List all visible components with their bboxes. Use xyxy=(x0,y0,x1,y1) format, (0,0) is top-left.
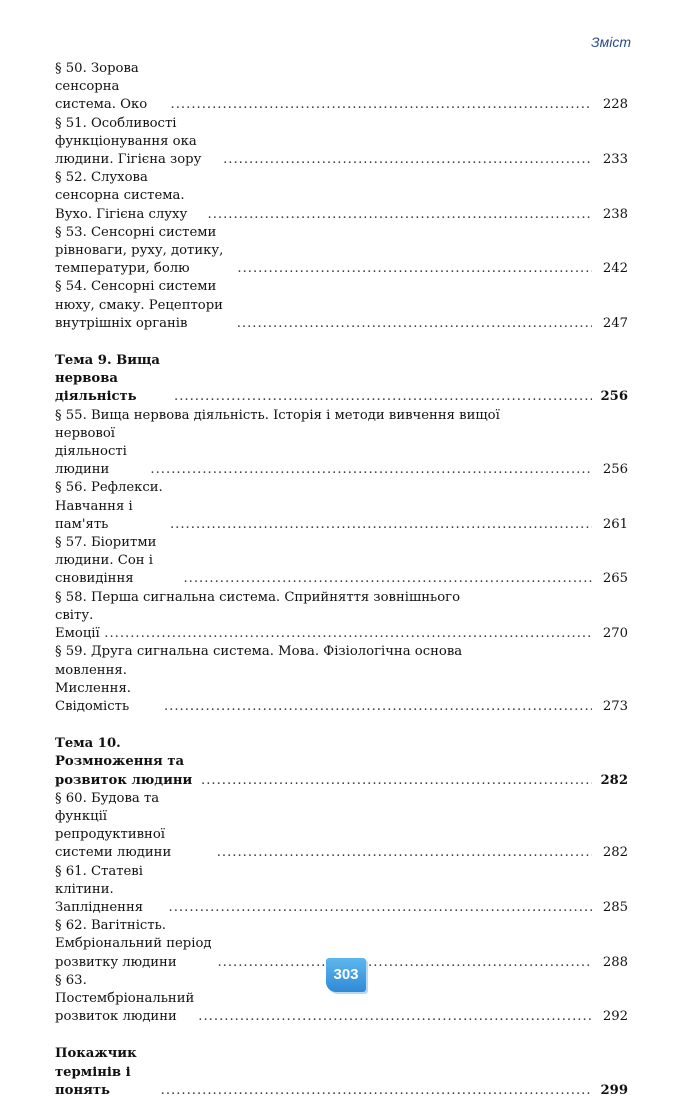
toc-entry-title: Тема 9. Вища нервова діяльність xyxy=(55,353,160,405)
toc-entry-title: § 50. Зорова сенсорна система. Око xyxy=(55,61,148,113)
toc-page-number: 282 xyxy=(600,772,628,788)
toc-entry-title: § 55. Вища нервова діяльність. Історія і методи вивчення вищої xyxy=(55,407,500,423)
toc-page-number: 228 xyxy=(602,97,628,113)
toc-page-number: 242 xyxy=(602,261,628,277)
toc-entry[interactable] xyxy=(55,479,628,534)
dot-leader xyxy=(170,516,592,534)
toc-page-number: 238 xyxy=(602,206,628,222)
toc-page-number: 256 xyxy=(600,389,628,405)
toc-entry-title: § 59. Друга сигнальна система. Мова. Фізіологічна основа xyxy=(55,644,463,660)
toc-entry[interactable] xyxy=(55,643,628,716)
dot-leader xyxy=(183,570,592,588)
toc-page-number: 247 xyxy=(602,315,628,331)
toc-topic-entry[interactable] xyxy=(55,1045,628,1100)
toc-entry-title: мовлення. Мислення. Свідомість xyxy=(55,662,131,714)
toc-page-number: 285 xyxy=(602,899,628,915)
dot-leader xyxy=(217,844,592,862)
toc-entry-title: § 58. Перша сигнальна система. Сприйняття зовнішнього xyxy=(55,589,461,605)
toc-section xyxy=(55,60,628,333)
toc-entry[interactable] xyxy=(55,863,628,918)
toc-entry-title: § 62. Вагітність. Ембріональний період розвитку людини xyxy=(55,918,212,970)
toc-entry-title: § 51. Особливості функціонування ока людини. Гігієна зору xyxy=(55,115,202,168)
toc-page-number: 282 xyxy=(602,845,628,861)
dot-leader xyxy=(104,625,592,643)
dot-leader xyxy=(223,151,592,169)
toc-entry-title: § 52. Слухова сенсорна система. Вухо. Гігієна слуху xyxy=(55,170,188,222)
toc-entry-title: § 54. Сенсорні системи нюху, смаку. Рецептори внутрішніх органів xyxy=(55,279,223,331)
toc-entry[interactable] xyxy=(55,534,628,589)
toc-section xyxy=(55,352,628,716)
toc-page-number: 261 xyxy=(602,516,628,532)
toc-page-number: 233 xyxy=(602,152,628,168)
dot-leader xyxy=(208,206,592,224)
toc-page-number: 265 xyxy=(602,571,628,587)
page-number-badge: 303 xyxy=(326,958,366,992)
toc-entry[interactable] xyxy=(55,407,628,480)
dot-leader xyxy=(150,461,592,479)
toc-page-number: 288 xyxy=(602,954,628,970)
toc-entry-title: Покажчик термінів і понять xyxy=(55,1046,137,1098)
toc-entry-title: § 60. Будова та функції репродуктивної системи людини xyxy=(55,790,172,861)
running-head: Зміст xyxy=(591,34,631,50)
toc-entry-title: нервової діяльності людини xyxy=(55,425,127,478)
toc-topic-entry[interactable] xyxy=(55,735,628,790)
toc-page-number: 270 xyxy=(602,626,628,642)
toc-page-number: 273 xyxy=(602,698,628,714)
toc-entry[interactable] xyxy=(55,60,628,115)
toc-page-number: 299 xyxy=(600,1082,628,1098)
toc-entry[interactable] xyxy=(55,589,628,644)
toc-entry-title: § 53. Сенсорні системи рівноваги, руху, дотику, температури, болю xyxy=(55,224,224,277)
dot-leader xyxy=(161,1082,592,1100)
dot-leader xyxy=(169,899,592,917)
toc-page-number: 256 xyxy=(602,462,628,478)
toc-entry-title: § 56. Рефлекси. Навчання і пам'ять xyxy=(55,480,163,532)
toc-topic-entry[interactable] xyxy=(55,352,628,407)
toc-entry[interactable] xyxy=(55,224,628,279)
toc-entry-title: Тема 10. Розмноження та розвиток людини xyxy=(55,736,193,788)
dot-leader xyxy=(171,96,592,114)
dot-leader xyxy=(201,772,592,790)
toc-entry-title: § 57. Біоритми людини. Сон і сновидіння xyxy=(55,535,157,587)
dot-leader xyxy=(174,388,592,406)
toc-entry[interactable] xyxy=(55,790,628,863)
dot-leader xyxy=(237,260,592,278)
toc-entry[interactable] xyxy=(55,278,628,333)
dot-leader xyxy=(237,315,592,333)
toc-entry[interactable] xyxy=(55,169,628,224)
dot-leader xyxy=(164,698,592,716)
toc-entry-title: § 61. Статеві клітини. Запліднення xyxy=(55,863,144,915)
toc-section xyxy=(55,1045,628,1100)
toc-entry[interactable] xyxy=(55,115,628,170)
dot-leader xyxy=(217,954,592,972)
toc-entry-title: § 63. Постембріональний розвиток людини xyxy=(55,972,195,1025)
toc-entry-title: світу. Емоції xyxy=(55,607,100,642)
toc-page-number: 292 xyxy=(602,1009,628,1025)
